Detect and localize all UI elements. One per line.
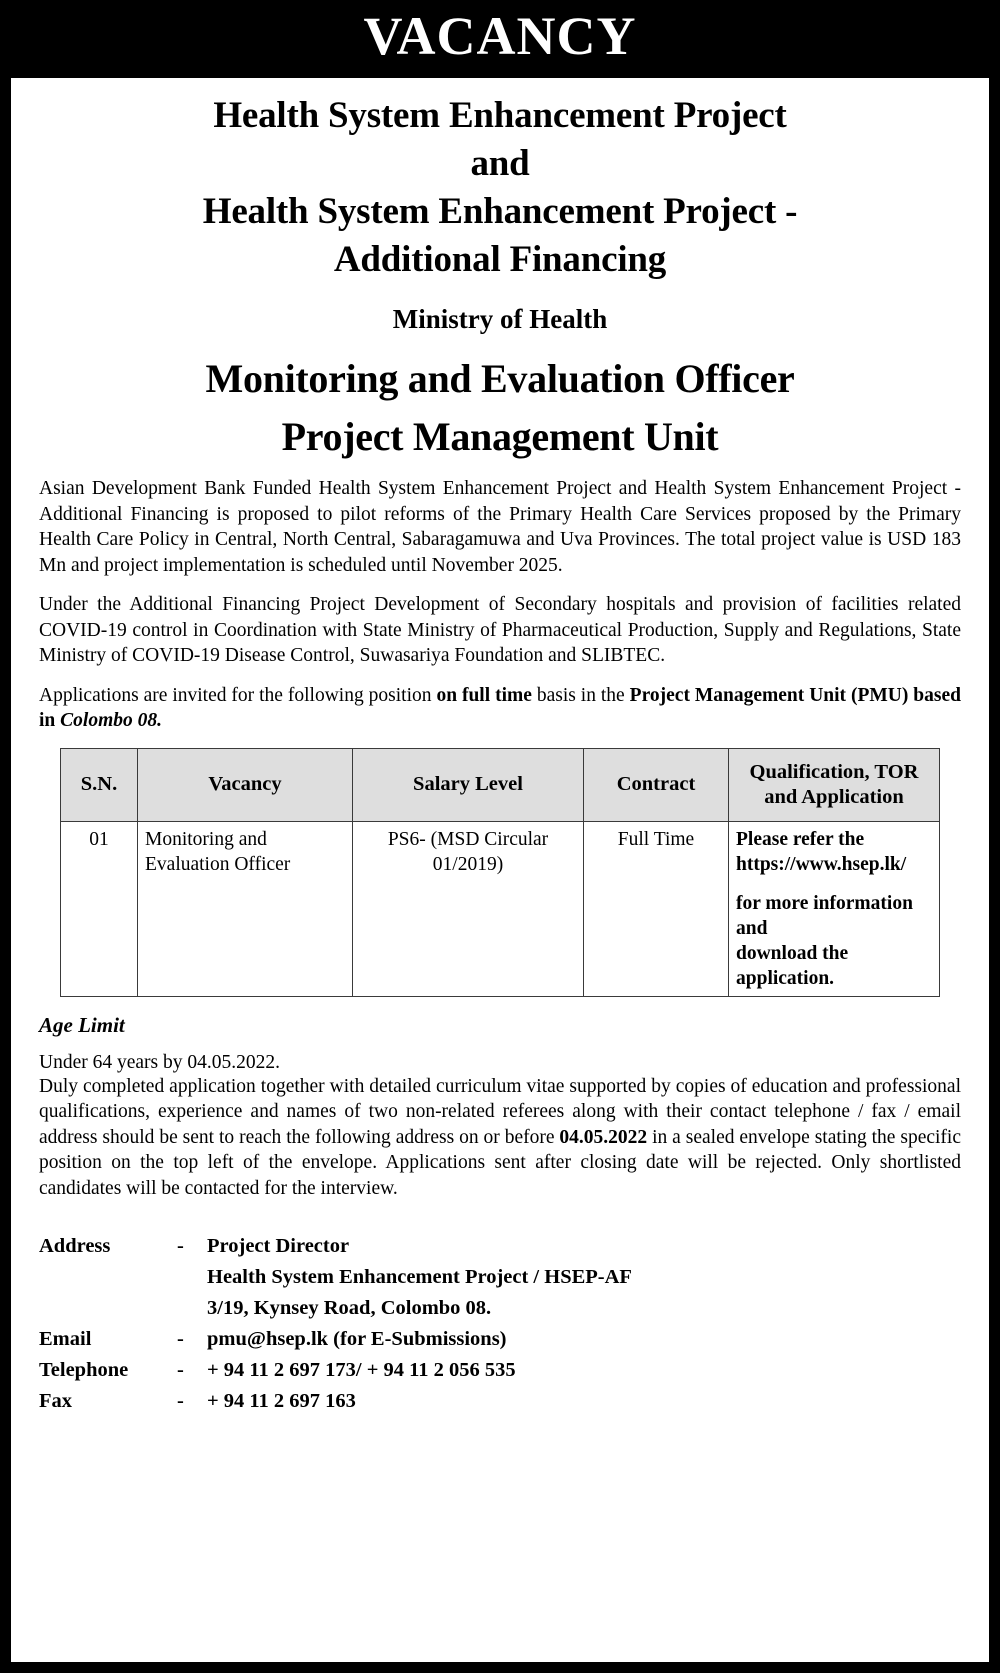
vacancy-table-body [61,821,940,996]
contact-details-block [39,1231,961,1417]
additional-financing-paragraph: Under the Additional Financing Project Development of Secondary hospitals and provision of facilities related COVID-19 control in Coordination with State Ministry of Pharmaceutical Production, Supply and Regulations, State Ministry of COVID-19 Disease Control, Suwasariya Foundation and SLIBTEC. [39,594,961,666]
contact-row-address [39,1231,961,1324]
submission-text-1: Duly completed application together with detailed curriculum vitae supported by copies of education and professional qualifications, experience and names of two non-related referees along with their contact telephone / fax / email address should be sent to reach the following address on or before [39,1075,961,1148]
table-row [61,821,940,996]
post-title-block [39,350,961,466]
ministry-name: Ministry of Health [392,304,608,334]
age-limit-value: Under 64 years by 04.05.2022. [39,1051,280,1073]
intro-paragraph: Asian Development Bank Funded Health System Enhancement Project and Health System Enhancement Project - Additional Financing is proposed to pilot reforms of the Primary Health Care Services proposed by the Primary Health Care Policy in Central, North Central, Sabaragamuwa and Uva Provinces. The total project value is USD 183 Mn and project implementation is scheduled until November 2025. [39,478,961,576]
column-header-vacancy: Vacancy [138,748,353,821]
cell-qualification [729,821,940,996]
invitation-text-2: basis in the [531,684,630,706]
contact-dash-address: - [177,1235,184,1257]
column-header-qualification: Qualification, TOR and Application [729,748,940,821]
contact-value-address [207,1231,961,1324]
project-title-line-3: Health System Enhancement Project - [202,191,798,232]
contact-dash-telephone: - [177,1359,184,1381]
column-header-contract: Contract [584,748,729,821]
cell-contract: Full Time [584,821,729,996]
contact-dash-email: - [177,1328,184,1350]
contact-label-address: Address [39,1235,111,1257]
vacancy-table-wrapper [39,748,961,997]
address-line-2: Health System Enhancement Project / HSEP-AF [207,1266,632,1288]
telephone-numbers: + 94 11 2 697 173/ + 94 11 2 056 535 [207,1359,516,1381]
submission-text-2: in a sealed envelope stating the specific position on the top left of the envelope. Applications sent after closing date will be rejected. Only shortlisted candidates will be contacted for the interview. [39,1126,961,1199]
submission-deadline-date: 04.05.2022 [559,1126,648,1148]
contact-dash-fax: - [177,1390,184,1412]
contact-row-email [39,1324,961,1355]
email-address[interactable]: pmu@hsep.lk (for E-Submissions) [207,1328,507,1350]
post-unit: Project Management Unit [281,414,719,459]
document-content [11,78,989,1417]
invitation-paragraph [39,683,961,734]
table-header-row [61,748,940,821]
invitation-bold-italic-location: Colombo 08. [60,710,162,731]
qualification-line-4: download the application. [736,942,849,989]
column-header-sn: S.N. [61,748,138,821]
address-line-1: Project Director [207,1235,350,1257]
column-header-salary-level: Salary Level [353,748,584,821]
qualification-line-3: for more information and [736,892,913,939]
banner-title: VACANCY [363,6,637,66]
contact-label-telephone: Telephone [39,1359,129,1381]
project-title-line-1: Health System Enhancement Project [213,95,787,136]
invitation-bold-full-time: on full time [436,684,532,706]
invitation-text-1: Applications are invited for the following position [39,684,437,706]
post-title: Monitoring and Evaluation Officer [205,356,795,401]
qualification-line-1: Please refer the [736,828,865,850]
contact-value-fax [207,1386,961,1417]
cell-sn: 01 [61,821,138,996]
vacancy-table-head [61,748,940,821]
cell-vacancy: Monitoring and Evaluation Officer [138,821,353,996]
vacancy-table [60,748,940,997]
title-block [39,78,961,466]
contact-value-email[interactable] [207,1324,961,1355]
contact-row-fax [39,1386,961,1417]
contact-value-telephone [207,1355,961,1386]
submission-paragraph [39,1074,961,1202]
cell-salary-level: PS6- (MSD Circular 01/2019) [353,821,584,996]
fax-number: + 94 11 2 697 163 [207,1390,356,1412]
project-title-line-4: Additional Financing [333,239,667,280]
contact-label-email: Email [39,1328,92,1350]
vacancy-banner [11,0,989,78]
contact-row-telephone [39,1355,961,1386]
invitation-bold-pmu: Project Management Unit (PMU) based in [39,684,961,731]
address-line-3: 3/19, Kynsey Road, Colombo 08. [207,1297,492,1319]
contact-label-fax: Fax [39,1390,73,1412]
project-title [39,92,961,284]
age-limit-label: Age Limit [39,1012,125,1037]
project-title-line-2: and [470,143,530,184]
qualification-website-link[interactable]: https://www.hsep.lk/ [736,853,907,875]
